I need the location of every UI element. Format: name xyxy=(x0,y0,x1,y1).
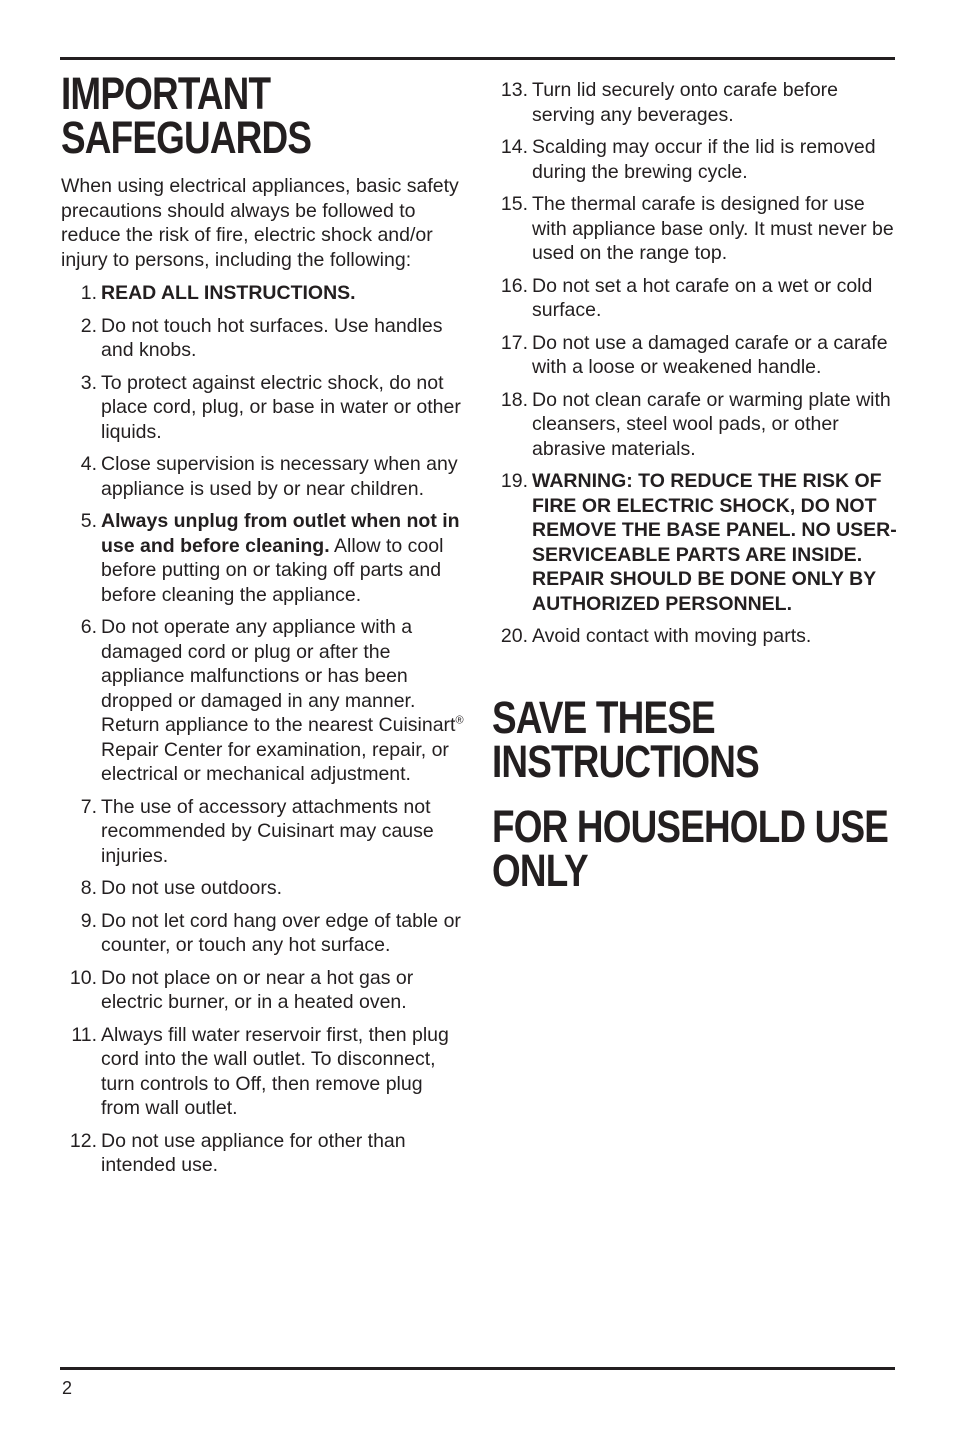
item-text: Do not use outdoors. xyxy=(101,877,283,899)
item-number: 2. xyxy=(80,314,97,337)
item-bold-text: Always unplug from outlet when not in use and before cleaning. xyxy=(101,510,460,557)
list-item xyxy=(61,281,466,306)
top-rule xyxy=(60,57,895,60)
item-number: 8. xyxy=(80,877,97,899)
item-number: 5. xyxy=(80,510,97,532)
bottom-rule xyxy=(60,1367,895,1370)
household-heading-line-2: ONLY xyxy=(492,844,588,896)
item-text: Do not clean carafe or warming plate with cleansers, steel wool pads, or other abrasive materials. xyxy=(532,388,891,460)
right-column xyxy=(492,78,902,896)
list-item xyxy=(61,452,466,501)
item-text: Do not touch hot surfaces. Use handles and knobs. xyxy=(101,314,443,361)
item-text: Do not use a damaged carafe or a carafe with a loose or weakened handle. xyxy=(532,331,888,378)
item-text: Turn lid securely onto carafe before serving any beverages. xyxy=(532,79,839,126)
item-number: 6. xyxy=(80,616,97,638)
title-line-1: IMPORTANT xyxy=(61,68,271,119)
item-number: 13. xyxy=(500,79,528,101)
list-item xyxy=(61,1023,466,1121)
save-heading-line-1: SAVE THESE xyxy=(492,691,715,743)
item-text: The use of accessory attachments not recommended by Cuisinart may cause injuries. xyxy=(101,795,434,867)
item-text: Do not let cord hang over edge of table or counter, or touch any hot surface. xyxy=(101,909,461,956)
list-item xyxy=(61,509,466,607)
list-item xyxy=(492,624,902,649)
item-text: The thermal carafe is designed for use with appliance base only. It must never be used on the range top. xyxy=(532,193,894,264)
list-item xyxy=(61,876,466,901)
household-use-heading xyxy=(492,800,902,896)
item-number: 12. xyxy=(69,1129,97,1152)
item-text: Scalding may occur if the lid is removed during the brewing cycle. xyxy=(532,136,876,183)
item-number: 1. xyxy=(80,282,97,304)
list-item xyxy=(61,371,466,445)
item-number: 20. xyxy=(500,625,528,647)
list-item xyxy=(492,388,902,462)
item-text: Do not place on or near a hot gas or electric burner, or in a heated oven. xyxy=(101,966,414,1013)
list-item xyxy=(61,909,466,958)
intro-paragraph: When using electrical appliances, basic safety precautions should always be followed to reduce the risk of fire, electric shock and/or injury to persons, including the following: xyxy=(61,175,459,271)
item-number: 18. xyxy=(500,388,528,411)
list-item xyxy=(61,966,466,1015)
item-number: 4. xyxy=(80,453,97,475)
title-line-2: SAFEGUARDS xyxy=(61,112,312,163)
save-heading-line-2: INSTRUCTIONS xyxy=(492,735,759,787)
item-text: Always fill water reservoir first, then plug cord into the wall outlet. To disconnect, turn controls to Off, then remove plug from wall outlet. xyxy=(101,1023,449,1119)
item-text: Allow to cool before putting on or taking off parts and before cleaning the appliance. xyxy=(101,534,444,606)
item-number: 17. xyxy=(500,331,528,354)
list-item xyxy=(492,274,902,323)
item-number: 10. xyxy=(69,966,97,989)
household-heading-line-1: FOR HOUSEHOLD USE xyxy=(492,800,889,852)
item-text: Close supervision is necessary when any appliance is used by or near children. xyxy=(101,453,458,500)
safeguards-list-right xyxy=(492,78,902,649)
item-text: Do not use appliance for other than intended use. xyxy=(101,1129,406,1176)
item-text: Do not set a hot carafe on a wet or cold surface. xyxy=(532,274,873,321)
registered-mark: ® xyxy=(455,714,464,727)
safeguards-list-left xyxy=(61,281,466,1178)
page-title xyxy=(61,68,471,163)
item-number: 7. xyxy=(80,795,97,818)
item-text-after: Repair Center for examination, repair, or electrical or mechanical adjustment. xyxy=(101,738,449,785)
list-item xyxy=(61,1129,466,1178)
save-instructions-heading xyxy=(492,691,902,787)
item-number: 15. xyxy=(500,193,528,215)
left-column xyxy=(61,68,466,1186)
list-item xyxy=(61,615,466,787)
warning-text: WARNING: TO REDUCE THE RISK OF FIRE OR ELECTRIC SHOCK, DO NOT REMOVE THE BASE PANEL. NO USER-SERVICEABLE PARTS ARE INSIDE. REPAIR SHOULD BE DONE ONLY BY AUTHORIZED PERSONNEL. xyxy=(532,470,897,615)
item-number: 9. xyxy=(80,909,97,932)
item-text: To protect against electric shock, do not place cord, plug, or base in water or other liquids. xyxy=(101,371,461,443)
item-bold-text: READ ALL INSTRUCTIONS. xyxy=(101,282,356,304)
item-number: 19. xyxy=(500,470,528,492)
list-item xyxy=(61,795,466,869)
item-number: 3. xyxy=(80,371,97,394)
list-item xyxy=(492,331,902,380)
item-text: Avoid contact with moving parts. xyxy=(532,625,812,647)
item-number: 14. xyxy=(500,136,528,158)
item-number: 16. xyxy=(500,274,528,297)
list-item xyxy=(61,314,466,363)
item-number: 11. xyxy=(71,1023,97,1046)
list-item-warning xyxy=(492,469,902,616)
list-item xyxy=(492,135,902,184)
closing-headings xyxy=(492,691,902,896)
list-item xyxy=(492,192,902,266)
list-item xyxy=(492,78,902,127)
item-text: Do not operate any appliance with a damaged cord or plug or after the appliance malfunctions or has been dropped or damaged in any manner. Return appliance to the nearest Cuisinart xyxy=(101,616,456,736)
page-number: 2 xyxy=(62,1378,73,1398)
